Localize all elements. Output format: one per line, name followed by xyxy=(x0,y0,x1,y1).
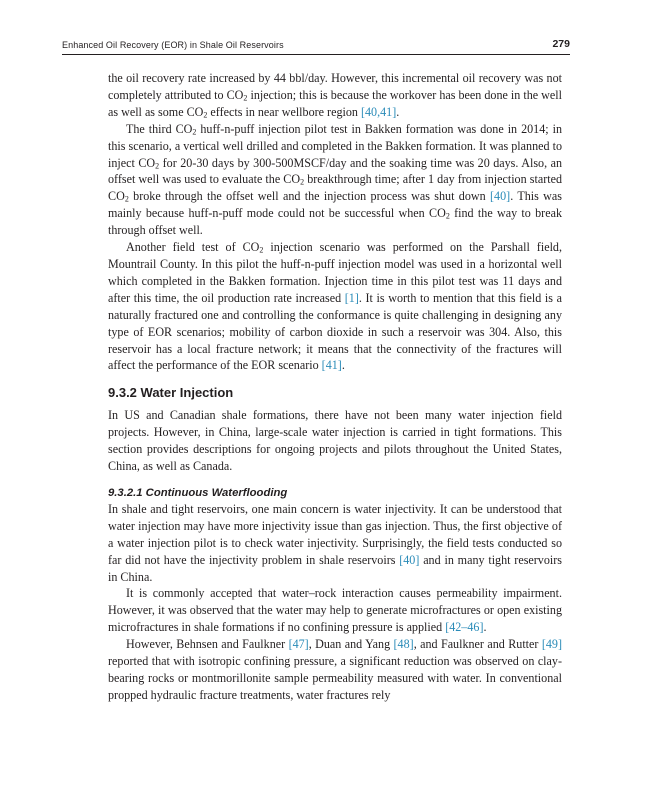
section-heading: 9.3.2 Water Injection xyxy=(108,385,234,401)
text-run: . xyxy=(396,104,400,119)
text-run: find the way to break through offset well. xyxy=(108,206,562,238)
text-run: the oil recovery rate increased by 44 bbl/day. However, this incremental oil recovery was not completely attributed to CO xyxy=(108,71,562,102)
text-run: . xyxy=(483,620,487,635)
paragraph xyxy=(108,239,562,374)
citation-link[interactable]: [40] xyxy=(490,189,511,204)
subscript: 2 xyxy=(300,177,305,187)
subscript: 2 xyxy=(445,211,450,221)
citation-link[interactable]: [41] xyxy=(321,358,342,373)
text-run: breakthrough time; after 1 day from injection started CO xyxy=(108,172,562,204)
subscript: 2 xyxy=(155,161,160,171)
text-run: Another field test of CO xyxy=(126,240,260,255)
citation-link[interactable]: [1] xyxy=(344,290,359,305)
citation-link[interactable]: [49] xyxy=(541,637,562,652)
text-run: In shale and tight reservoirs, one main concern is water injectivity. It can be understood that water injection may have more injectivity issue than gas injection. Thus, the first objective of a water injection pilot is to check water injectivity. Surprisingly, the field tests conducted so far did not have the injectivity problem in shale reservoirs xyxy=(108,501,562,567)
text-run: . It is worth to mention that this field is a naturally fractured one and controlling the conformance is quite challenging in designing any type of EOR scenarios; mobility of carbon dioxide in such a reservoir was 304. Also, this reservoir has a local fracture network; it means that the connectivity of the fractures will affect the performance of the EOR scenario xyxy=(108,290,562,373)
text-run: broke through the offset well and the injection process was shut down xyxy=(128,189,491,204)
text-run: , and Faulkner and Rutter xyxy=(413,637,542,652)
text-run: effects in near wellbore region xyxy=(207,104,361,119)
subscript: 2 xyxy=(192,127,197,137)
text-run: and in many tight reservoirs in China. xyxy=(108,552,562,584)
subscript: 2 xyxy=(259,245,264,255)
citation-link[interactable]: [48] xyxy=(393,637,414,652)
text-run: In US and Canadian shale formations, there have not been many water injection field projects. However, in China, large-scale water injection is carried in tight formations. This section provides descriptions for ongoing projects and pilots throughout the United States, China, as well as Canada. xyxy=(108,408,562,474)
paragraph xyxy=(108,70,562,121)
text-run: for 20-30 days by 300-500MSCF/day and the soaking time was 20 days. Also, an offset well was used to evaluate the CO xyxy=(108,155,563,187)
paragraph xyxy=(108,585,562,636)
subscript: 2 xyxy=(243,93,248,103)
running-head xyxy=(62,38,570,55)
subscript: 2 xyxy=(124,194,129,204)
text-run: huff-n-puff injection pilot test in Bakken formation was done in 2014; in this scenario, a vertical well drilled and completed in the Bakken formation. It was planned to inject CO xyxy=(108,121,562,170)
text-run: , Duan and Yang xyxy=(308,637,394,652)
running-title: Enhanced Oil Recovery (EOR) in Shale Oil Reservoirs xyxy=(62,40,284,50)
citation-link[interactable]: [40] xyxy=(399,552,420,567)
citation-link[interactable]: [47] xyxy=(288,637,309,652)
paragraph xyxy=(108,636,562,704)
text-run: reported that with isotropic confining pressure, a significant reduction was observed on clay-bearing rocks or montmorillonite sample permeability measured with water. In conventional propped hydraulic fracture treatments, water fractures rely xyxy=(108,654,562,702)
text-run: . xyxy=(341,358,345,373)
subscript: 2 xyxy=(203,110,208,120)
citation-link[interactable]: [40,41] xyxy=(360,104,397,119)
paragraph xyxy=(108,407,562,475)
text-run: injection; this is because the workover has been done in the well as well as some CO xyxy=(108,87,562,119)
text-run: The third CO xyxy=(126,121,193,136)
text-run: It is commonly accepted that water–rock interaction causes permeability impairment. However, it was observed that the water may help to generate microfractures or open existing microfractures in shale formations if no confining pressure is applied xyxy=(108,586,562,635)
page-body xyxy=(108,70,562,704)
subsection-heading: 9.3.2.1 Continuous Waterflooding xyxy=(108,486,288,499)
text-run: However, Behnsen and Faulkner xyxy=(126,637,289,652)
page-number: 279 xyxy=(552,38,570,50)
paragraph xyxy=(108,501,562,586)
text-run: injection scenario was performed on the Parshall field, Mountrail County. In this pilot the huff-n-puff injection model was used in a horizontal well which completed in the Bakken formation. Injection time in this pilot test was 11 days and after this time, the oil production rate increased xyxy=(108,240,562,305)
paragraph xyxy=(108,121,562,239)
text-run: . This was mainly because huff-n-puff mode could not be successful when CO xyxy=(108,189,562,221)
citation-link[interactable]: [42–46] xyxy=(445,620,484,635)
